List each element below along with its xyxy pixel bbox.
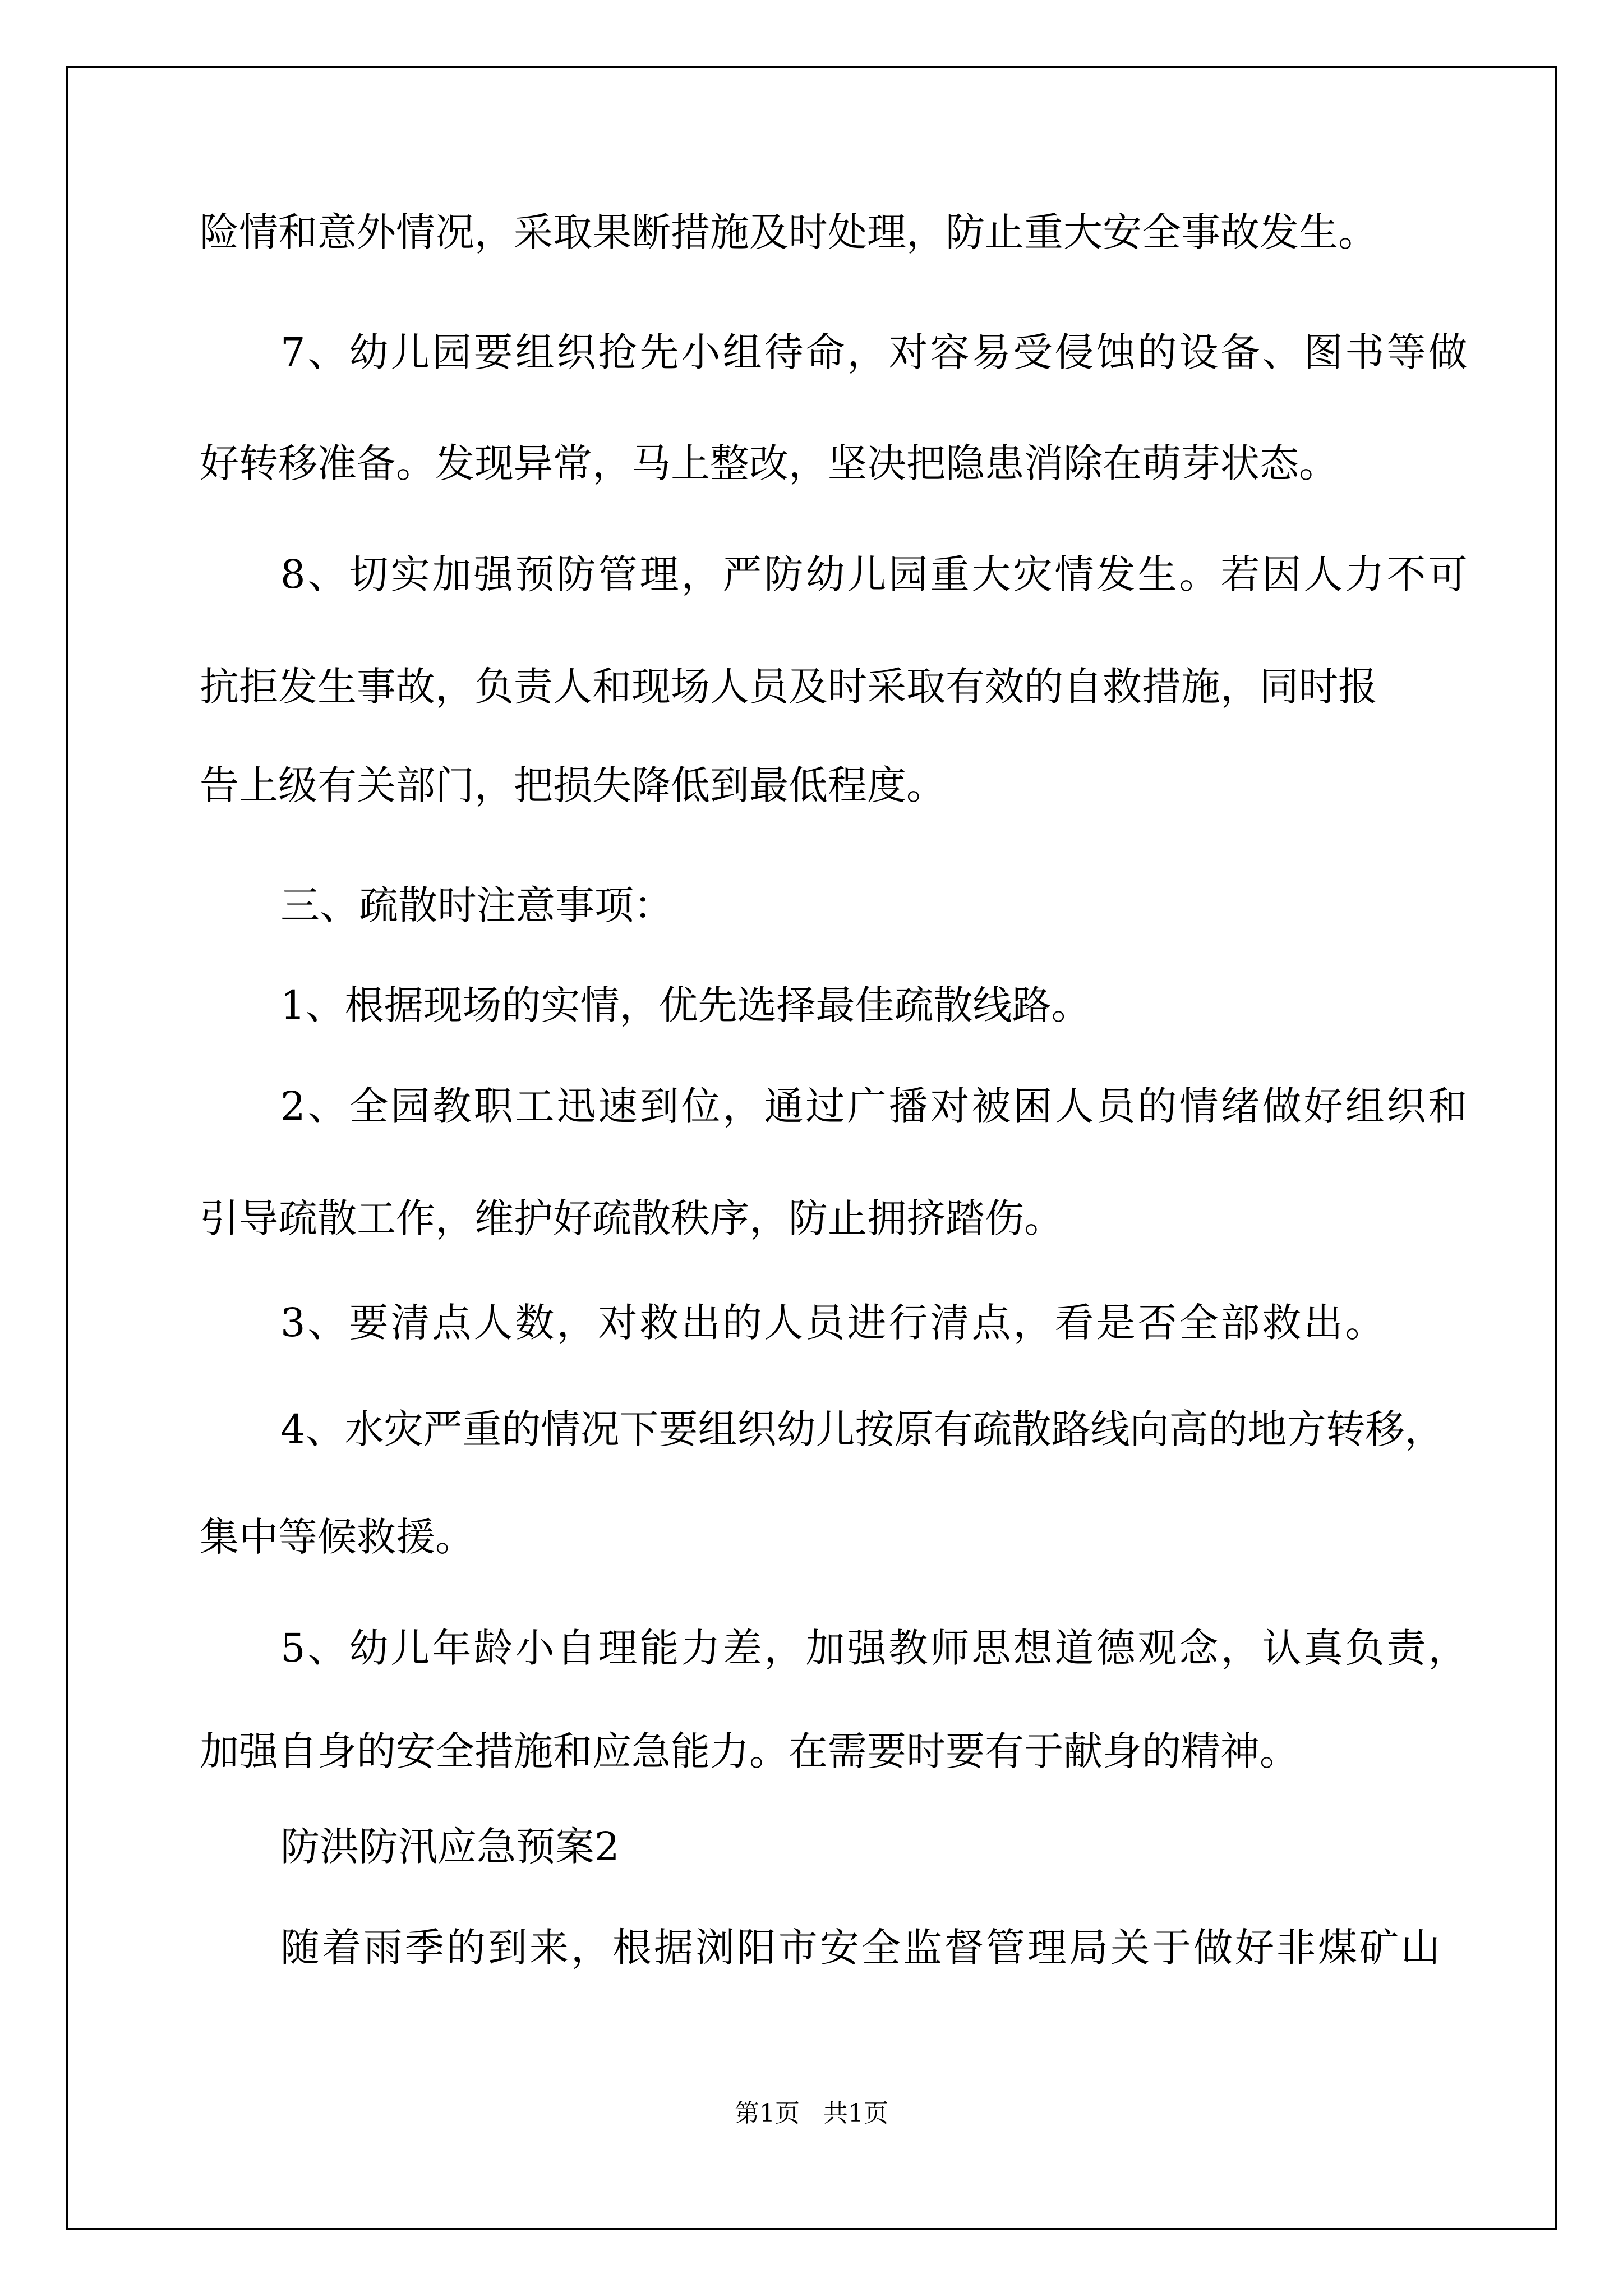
section-heading: 三、疏散时注意事项： [280, 882, 673, 928]
body-line: 加强自身的安全措施和应急能力。在需要时要有于献身的精神。 [200, 1728, 1299, 1774]
body-line: 4、水灾严重的情况下要组织幼儿按原有疏散路线向高的地方转移， [280, 1406, 1444, 1452]
page-number-footer: 第1页 共1页 [735, 2099, 888, 2128]
body-line: 险情和意外情况，采取果断措施及时处理，防止重大安全事故发生。 [200, 209, 1377, 255]
body-line: 5、幼儿年龄小自理能力差，加强教师思想道德观念，认真负责， [280, 1625, 1470, 1671]
body-line: 好转移准备。发现异常，马上整改，坚决把隐患消除在萌芽状态。 [200, 440, 1338, 486]
body-line: 3、要清点人数，对救出的人员进行清点，看是否全部救出。 [280, 1300, 1387, 1346]
body-line: 引导疏散工作，维护好疏散秩序，防止拥挤踏伤。 [200, 1195, 1063, 1241]
body-line: 2、全园教职工迅速到位，通过广播对被困人员的情绪做好组织和 [280, 1083, 1470, 1129]
body-line: 随着雨季的到来，根据浏阳市安全监督管理局关于做好非煤矿山 [280, 1925, 1442, 1971]
body-line: 8、切实加强预防管理，严防幼儿园重大灾情发生。若因人力不可 [280, 551, 1470, 597]
page-border [66, 66, 1557, 2230]
body-line: 7、幼儿园要组织抢先小组待命，对容易受侵蚀的设备、图书等做 [280, 329, 1470, 375]
body-line: 1、根据现场的实情，优先选择最佳疏散线路。 [280, 982, 1091, 1028]
document-title: 防洪防汛应急预案2 [280, 1824, 620, 1870]
body-line: 集中等候救援。 [200, 1514, 474, 1560]
body-line: 告上级有关部门，把损失降低到最低程度。 [200, 762, 946, 808]
body-line: 抗拒发生事故，负责人和现场人员及时采取有效的自救措施，同时报 [200, 664, 1377, 710]
